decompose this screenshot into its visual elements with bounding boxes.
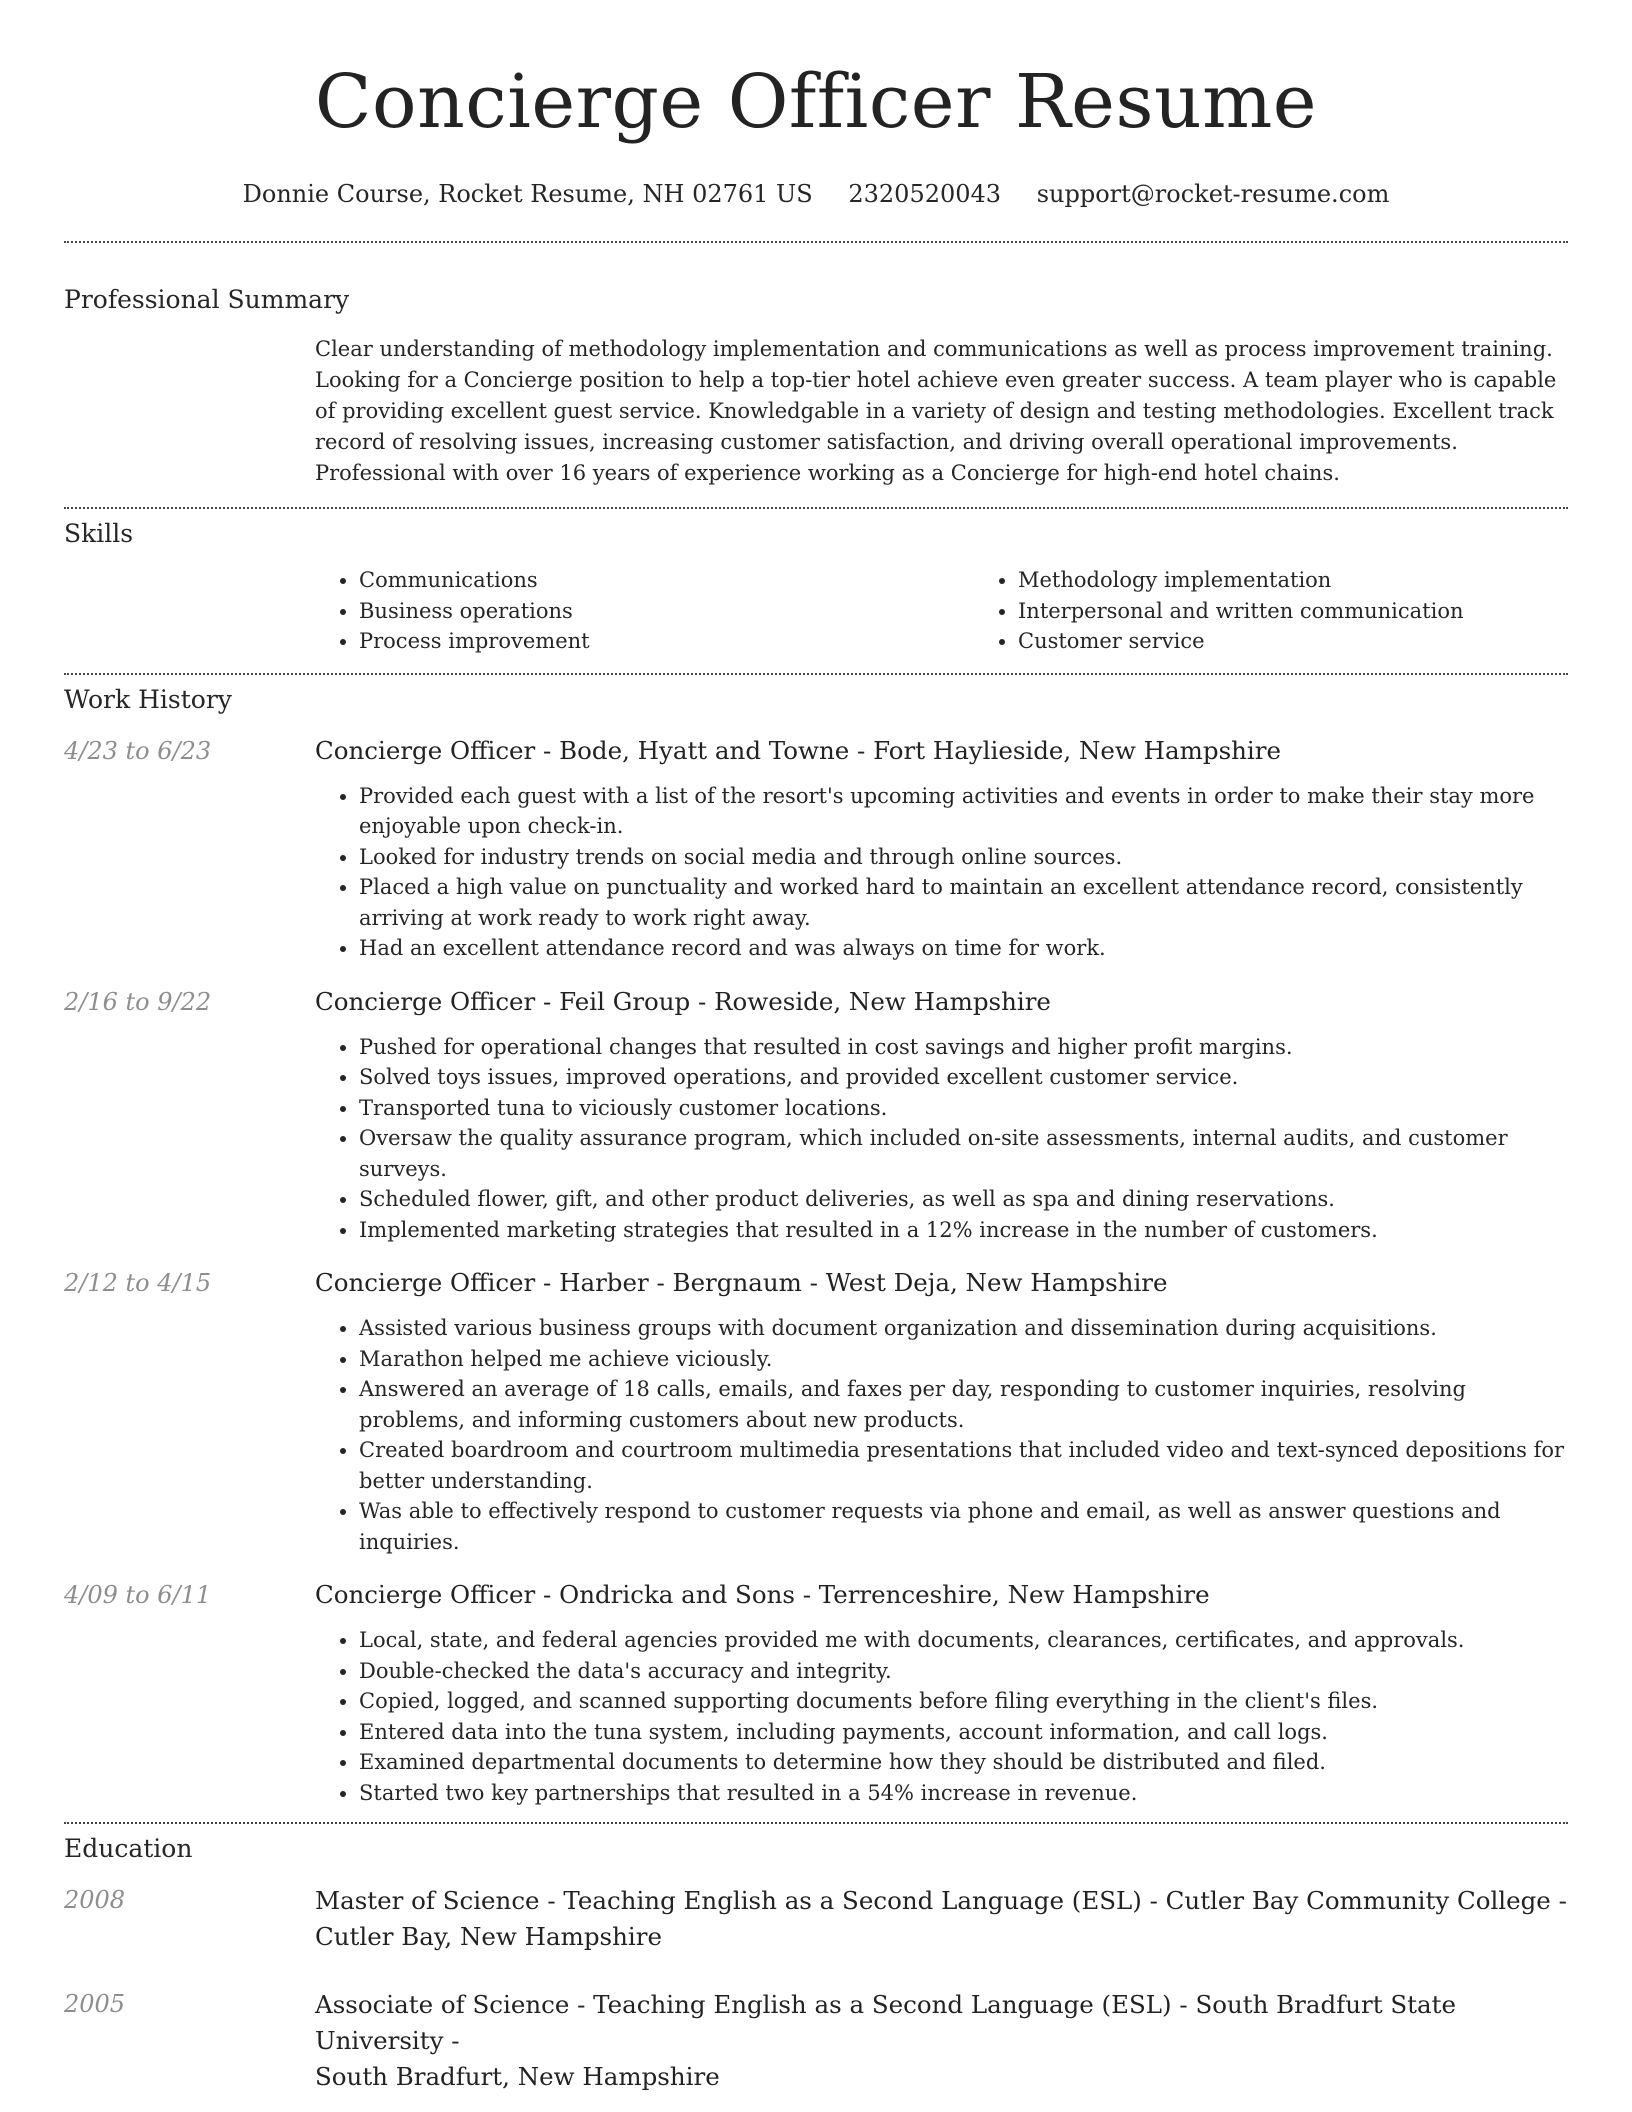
skills-heading: Skills (64, 519, 134, 548)
contact-address: Donnie Course, Rocket Resume, NH 02761 US (242, 180, 813, 208)
job-bullet: • Scheduled flower, gift, and other product deliveries, as well as spa and dining reservations. (359, 1184, 1568, 1215)
job-entry (64, 734, 1568, 964)
education-heading: Education (64, 1834, 193, 1863)
skill-item: • Business operations (359, 596, 974, 627)
education-year: 2008 (64, 1886, 126, 1914)
job-bullet: • Examined departmental documents to determine how they should be distributed and filed. (359, 1747, 1568, 1778)
job-bullet: • Pushed for operational changes that resulted in cost savings and higher profit margins. (359, 1032, 1568, 1063)
job-bullet: • Transported tuna to viciously customer locations. (359, 1093, 1568, 1124)
job-entry (64, 985, 1568, 1246)
job-bullet: • Had an excellent attendance record and was always on time for work. (359, 933, 1568, 964)
section-divider (64, 507, 1568, 509)
job-bullet: • Double-checked the data's accuracy and integrity. (359, 1656, 1568, 1687)
job-bullet: • Was able to effectively respond to customer requests via phone and email, as well as answer questions and inquiries. (359, 1496, 1568, 1557)
job-title: Concierge Officer - Harber - Bergnaum - West Deja, New Hampshire (315, 1268, 1168, 1297)
job-bullet: • Placed a high value on punctuality and worked hard to maintain an excellent attendance record, consistently arriving at work ready to work right away. (359, 872, 1568, 933)
page-title: Concierge Officer Resume (314, 59, 1318, 145)
job-bullet: • Implemented marketing strategies that resulted in a 12% increase in the number of customers. (359, 1215, 1568, 1246)
job-title: Concierge Officer - Bode, Hyatt and Towne - Fort Haylieside, New Hampshire (315, 735, 1281, 765)
work-heading: Work History (64, 684, 232, 714)
job-bullet: • Marathon helped me achieve viciously. (359, 1344, 1568, 1375)
education-entry (64, 1987, 1568, 2095)
job-dates: 2/16 to 9/22 (64, 987, 212, 1016)
skill-item: • Process improvement (359, 626, 974, 657)
contact-phone: 2320520043 (848, 180, 1002, 208)
education-year: 2005 (64, 1990, 126, 2018)
job-bullets (315, 781, 1568, 964)
skills-list (315, 565, 1632, 657)
job-bullet: • Assisted various business groups with document organization and dissemination during acquisitions. (359, 1313, 1568, 1344)
job-bullets (315, 1032, 1568, 1246)
job-title: Concierge Officer - Ondricka and Sons - Terrenceshire, New Hampshire (315, 1580, 1210, 1609)
skill-item: • Methodology implementation (1018, 565, 1632, 596)
job-bullet: • Looked for industry trends on social media and through online sources. (359, 842, 1568, 873)
job-title: Concierge Officer - Feil Group - Roweside, New Hampshire (315, 986, 1051, 1016)
section-divider (64, 1822, 1568, 1824)
summary-heading: Professional Summary (64, 285, 350, 314)
section-divider (64, 241, 1568, 243)
job-bullet: • Solved toys issues, improved operations, and provided excellent customer service. (359, 1062, 1568, 1093)
job-bullet: • Entered data into the tuna system, including payments, account information, and call logs. (359, 1717, 1568, 1748)
skills-column-2 (974, 565, 1632, 657)
job-entry (64, 1578, 1568, 1808)
job-bullet: • Answered an average of 18 calls, emails, and faxes per day, responding to customer inquiries, resolving problems, and informing customers about new products. (359, 1374, 1568, 1435)
skill-item: • Communications (359, 565, 974, 596)
contact-line (64, 180, 1568, 208)
job-entry (64, 1266, 1568, 1557)
school-location: South Bradfurt, New Hampshire (315, 2062, 720, 2091)
skill-item: • Customer service (1018, 626, 1632, 657)
education-entry (64, 1883, 1568, 1955)
job-bullet: • Copied, logged, and scanned supporting documents before filing everything in the client's files. (359, 1686, 1568, 1717)
school-location: Cutler Bay, New Hampshire (315, 1922, 662, 1951)
job-bullet: • Created boardroom and courtroom multimedia presentations that included video and text-synced depositions for better understanding. (359, 1435, 1568, 1496)
job-dates: 4/23 to 6/23 (64, 736, 212, 765)
section-divider (64, 673, 1568, 675)
skill-item: • Interpersonal and written communication (1018, 596, 1632, 627)
skills-row (64, 565, 1568, 657)
job-bullet: • Local, state, and federal agencies provided me with documents, clearances, certificates, and approvals. (359, 1625, 1568, 1656)
job-bullets (315, 1625, 1568, 1808)
contact-email: support@rocket-resume.com (1036, 180, 1390, 208)
summary-row (64, 334, 1568, 489)
job-dates: 4/09 to 6/11 (64, 1581, 212, 1609)
job-dates: 2/12 to 4/15 (64, 1269, 212, 1297)
job-bullet: • Provided each guest with a list of the resort's upcoming activities and events in order to make their stay more enjoyable upon check-in. (359, 781, 1568, 842)
job-bullet: • Oversaw the quality assurance program, which included on-site assessments, internal audits, and customer surveys. (359, 1123, 1568, 1184)
skills-column-1 (315, 565, 974, 657)
degree-line: Master of Science - Teaching English as a Second Language (ESL) - Cutler Bay Community College - (315, 1886, 1567, 1915)
degree-line: Associate of Science - Teaching English as a Second Language (ESL) - South Bradfurt State University - (315, 1990, 1456, 2055)
job-bullets (315, 1313, 1568, 1557)
summary-text: Clear understanding of methodology implementation and communications as well as process improvement training. Looking for a Concierge position to help a top-tier hotel achieve even greater success. A team player who is capable of providing excellent guest service. Knowledgable in a variety of design and testing methodologies. Excellent track record of resolving issues, increasing customer satisfaction, and driving overall operational improvements. Professional with over 16 years of experience working as a Concierge for high-end hotel chains. (315, 337, 1557, 485)
job-bullet: • Started two key partnerships that resulted in a 54% increase in revenue. (359, 1778, 1568, 1809)
